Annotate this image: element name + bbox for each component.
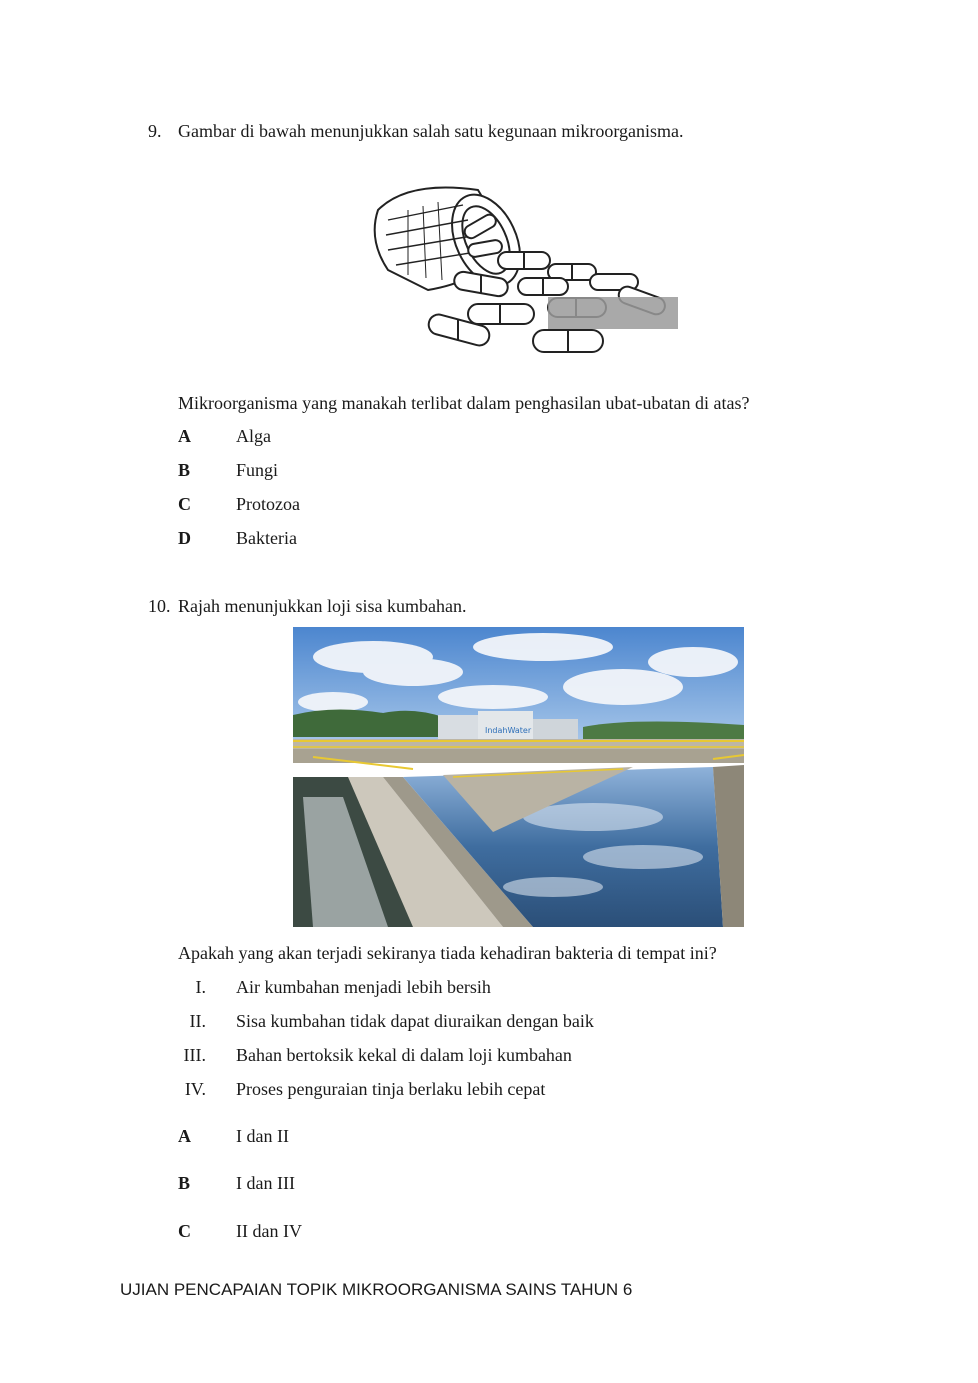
option-letter: C — [178, 494, 191, 514]
statement-numeral: III. — [183, 1045, 206, 1065]
sewage-plant-photo — [293, 627, 744, 927]
option-text: Protozoa — [236, 494, 300, 514]
q9-option-a — [0, 425, 978, 447]
q10-stem: Rajah menunjukkan loji sisa kumbahan. — [178, 596, 467, 616]
option-text: I dan III — [236, 1173, 295, 1193]
photo-sign: IndahWater — [485, 726, 532, 735]
option-text: Bakteria — [236, 528, 297, 548]
statement-text: Proses penguraian tinja berlaku lebih cepat — [236, 1079, 546, 1099]
q10-option-b — [0, 1172, 978, 1194]
q9-option-c — [0, 493, 978, 515]
pill-bottle-capsules-icon — [368, 180, 680, 370]
q10-statement-2 — [0, 1010, 978, 1032]
option-text: Fungi — [236, 460, 279, 480]
option-letter: A — [178, 426, 191, 446]
option-letter: B — [178, 1173, 191, 1193]
q9-number: 9. — [148, 121, 162, 141]
option-text: I dan II — [236, 1126, 289, 1146]
q10-question: Apakah yang akan terjadi sekiranya tiada kehadiran bakteria di tempat ini? — [178, 943, 717, 963]
q10-option-c — [0, 1220, 978, 1242]
page-footer: UJIAN PENCAPAIAN TOPIK MIKROORGANISMA SAINS TAHUN 6 — [120, 1280, 633, 1299]
sewage-treatment-plant-icon — [293, 627, 744, 927]
q9-option-d — [0, 527, 978, 549]
option-letter: D — [178, 528, 191, 548]
q9-option-b — [0, 459, 978, 481]
option-letter: C — [178, 1221, 191, 1241]
q10-number: 10. — [148, 596, 171, 616]
statement-text: Air kumbahan menjadi lebih bersih — [236, 977, 491, 997]
statement-text: Sisa kumbahan tidak dapat diuraikan dengan baik — [236, 1011, 594, 1031]
pill-bottle-illustration — [368, 180, 680, 370]
statement-numeral: II. — [189, 1011, 206, 1031]
option-text: Alga — [236, 426, 271, 446]
statement-text: Bahan bertoksik kekal di dalam loji kumbahan — [236, 1045, 572, 1065]
q9-stem: Gambar di bawah menunjukkan salah satu kegunaan mikroorganisma. — [178, 121, 684, 141]
q9-question: Mikroorganisma yang manakah terlibat dalam penghasilan ubat-ubatan di atas? — [178, 393, 750, 413]
option-letter: A — [178, 1126, 191, 1146]
option-text: II dan IV — [236, 1221, 302, 1241]
q10-option-a — [0, 1125, 978, 1147]
q10-statement-4 — [0, 1078, 978, 1100]
option-letter: B — [178, 460, 191, 480]
statement-numeral: I. — [195, 977, 206, 997]
q10-statement-1 — [0, 976, 978, 998]
statement-numeral: IV. — [184, 1079, 206, 1099]
q10-statement-3 — [0, 1044, 978, 1066]
